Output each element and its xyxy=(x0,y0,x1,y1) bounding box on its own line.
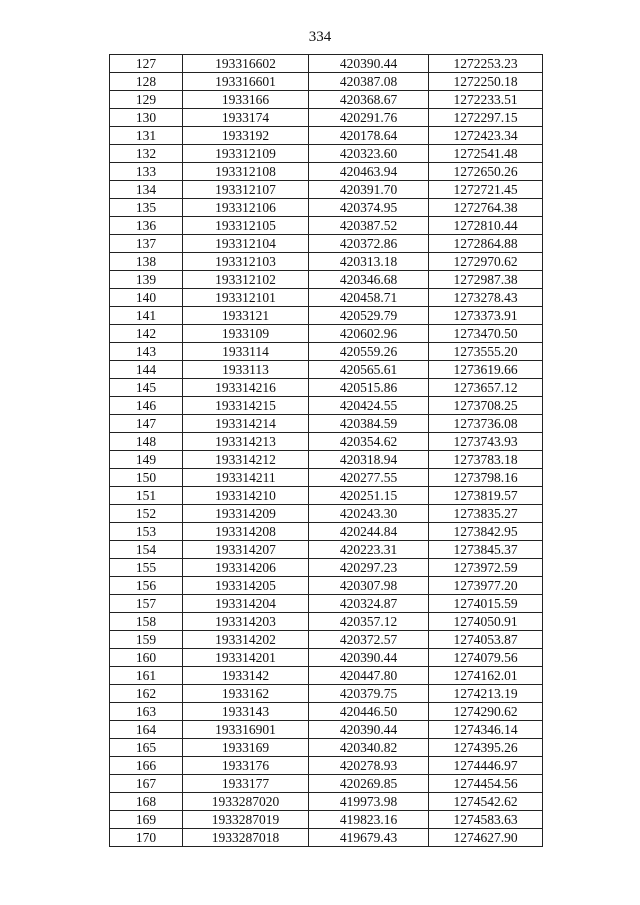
table-row xyxy=(110,307,543,325)
x-coordinate-cell: 420313.18 xyxy=(309,253,429,271)
x-coordinate-cell: 420278.93 xyxy=(309,757,429,775)
y-coordinate-cell: 1273972.59 xyxy=(429,559,543,577)
y-coordinate-cell: 1273798.16 xyxy=(429,469,543,487)
table-row xyxy=(110,109,543,127)
x-coordinate-cell: 420390.44 xyxy=(309,649,429,667)
y-coordinate-cell: 1273743.93 xyxy=(429,433,543,451)
point-id-cell: 193314201 xyxy=(183,649,309,667)
y-coordinate-cell: 1273619.66 xyxy=(429,361,543,379)
table-row xyxy=(110,613,543,631)
row-number-cell: 143 xyxy=(110,343,183,361)
x-coordinate-cell: 420559.26 xyxy=(309,343,429,361)
x-coordinate-cell: 420223.31 xyxy=(309,541,429,559)
row-number-cell: 146 xyxy=(110,397,183,415)
x-coordinate-cell: 420324.87 xyxy=(309,595,429,613)
x-coordinate-cell: 420243.30 xyxy=(309,505,429,523)
row-number-cell: 167 xyxy=(110,775,183,793)
row-number-cell: 129 xyxy=(110,91,183,109)
table-row xyxy=(110,739,543,757)
x-coordinate-cell: 420446.50 xyxy=(309,703,429,721)
y-coordinate-cell: 1273555.20 xyxy=(429,343,543,361)
point-id-cell: 1933143 xyxy=(183,703,309,721)
point-id-cell: 193314212 xyxy=(183,451,309,469)
table-row xyxy=(110,163,543,181)
point-id-cell: 1933166 xyxy=(183,91,309,109)
table-row xyxy=(110,829,543,847)
x-coordinate-cell: 420424.55 xyxy=(309,397,429,415)
table-row xyxy=(110,433,543,451)
table-row xyxy=(110,379,543,397)
row-number-cell: 149 xyxy=(110,451,183,469)
table-row xyxy=(110,469,543,487)
row-number-cell: 135 xyxy=(110,199,183,217)
point-id-cell: 193314205 xyxy=(183,577,309,595)
point-id-cell: 193312101 xyxy=(183,289,309,307)
table-row xyxy=(110,523,543,541)
row-number-cell: 133 xyxy=(110,163,183,181)
point-id-cell: 193312102 xyxy=(183,271,309,289)
table-row xyxy=(110,361,543,379)
row-number-cell: 127 xyxy=(110,55,183,73)
y-coordinate-cell: 1272810.44 xyxy=(429,217,543,235)
y-coordinate-cell: 1274015.59 xyxy=(429,595,543,613)
point-id-cell: 1933114 xyxy=(183,343,309,361)
y-coordinate-cell: 1272864.88 xyxy=(429,235,543,253)
y-coordinate-cell: 1274162.01 xyxy=(429,667,543,685)
y-coordinate-cell: 1274213.19 xyxy=(429,685,543,703)
x-coordinate-cell: 420391.70 xyxy=(309,181,429,199)
x-coordinate-cell: 419973.98 xyxy=(309,793,429,811)
row-number-cell: 144 xyxy=(110,361,183,379)
y-coordinate-cell: 1272297.15 xyxy=(429,109,543,127)
row-number-cell: 151 xyxy=(110,487,183,505)
x-coordinate-cell: 420458.71 xyxy=(309,289,429,307)
point-id-cell: 1933162 xyxy=(183,685,309,703)
y-coordinate-cell: 1273736.08 xyxy=(429,415,543,433)
point-id-cell: 1933287018 xyxy=(183,829,309,847)
x-coordinate-cell: 419679.43 xyxy=(309,829,429,847)
row-number-cell: 156 xyxy=(110,577,183,595)
table-row xyxy=(110,55,543,73)
table-row xyxy=(110,289,543,307)
x-coordinate-cell: 420297.23 xyxy=(309,559,429,577)
x-coordinate-cell: 420447.80 xyxy=(309,667,429,685)
y-coordinate-cell: 1274290.62 xyxy=(429,703,543,721)
point-id-cell: 193314207 xyxy=(183,541,309,559)
coordinates-table xyxy=(109,54,543,847)
x-coordinate-cell: 420318.94 xyxy=(309,451,429,469)
y-coordinate-cell: 1272253.23 xyxy=(429,55,543,73)
table-row xyxy=(110,91,543,109)
table-row xyxy=(110,181,543,199)
row-number-cell: 140 xyxy=(110,289,183,307)
x-coordinate-cell: 420374.95 xyxy=(309,199,429,217)
table-row xyxy=(110,253,543,271)
y-coordinate-cell: 1274627.90 xyxy=(429,829,543,847)
y-coordinate-cell: 1274079.56 xyxy=(429,649,543,667)
y-coordinate-cell: 1274346.14 xyxy=(429,721,543,739)
point-id-cell: 193312108 xyxy=(183,163,309,181)
table-row xyxy=(110,541,543,559)
row-number-cell: 160 xyxy=(110,649,183,667)
point-id-cell: 193314213 xyxy=(183,433,309,451)
row-number-cell: 166 xyxy=(110,757,183,775)
x-coordinate-cell: 420340.82 xyxy=(309,739,429,757)
point-id-cell: 193312106 xyxy=(183,199,309,217)
x-coordinate-cell: 420384.59 xyxy=(309,415,429,433)
row-number-cell: 131 xyxy=(110,127,183,145)
table-row xyxy=(110,757,543,775)
row-number-cell: 168 xyxy=(110,793,183,811)
table-row xyxy=(110,343,543,361)
row-number-cell: 162 xyxy=(110,685,183,703)
y-coordinate-cell: 1272233.51 xyxy=(429,91,543,109)
table-row xyxy=(110,775,543,793)
x-coordinate-cell: 420244.84 xyxy=(309,523,429,541)
row-number-cell: 165 xyxy=(110,739,183,757)
table-row xyxy=(110,793,543,811)
point-id-cell: 1933109 xyxy=(183,325,309,343)
row-number-cell: 152 xyxy=(110,505,183,523)
row-number-cell: 139 xyxy=(110,271,183,289)
table-row xyxy=(110,271,543,289)
row-number-cell: 145 xyxy=(110,379,183,397)
point-id-cell: 193314208 xyxy=(183,523,309,541)
y-coordinate-cell: 1273278.43 xyxy=(429,289,543,307)
point-id-cell: 193314211 xyxy=(183,469,309,487)
table-row xyxy=(110,577,543,595)
x-coordinate-cell: 420390.44 xyxy=(309,55,429,73)
point-id-cell: 1933177 xyxy=(183,775,309,793)
x-coordinate-cell: 420463.94 xyxy=(309,163,429,181)
table-row xyxy=(110,649,543,667)
row-number-cell: 161 xyxy=(110,667,183,685)
row-number-cell: 154 xyxy=(110,541,183,559)
y-coordinate-cell: 1274053.87 xyxy=(429,631,543,649)
x-coordinate-cell: 420529.79 xyxy=(309,307,429,325)
row-number-cell: 148 xyxy=(110,433,183,451)
row-number-cell: 130 xyxy=(110,109,183,127)
table-row xyxy=(110,811,543,829)
x-coordinate-cell: 420269.85 xyxy=(309,775,429,793)
point-id-cell: 1933192 xyxy=(183,127,309,145)
point-id-cell: 193314206 xyxy=(183,559,309,577)
x-coordinate-cell: 420515.86 xyxy=(309,379,429,397)
point-id-cell: 193314204 xyxy=(183,595,309,613)
table-row xyxy=(110,559,543,577)
y-coordinate-cell: 1274446.97 xyxy=(429,757,543,775)
x-coordinate-cell: 420372.57 xyxy=(309,631,429,649)
table-body xyxy=(110,55,543,847)
x-coordinate-cell: 420307.98 xyxy=(309,577,429,595)
y-coordinate-cell: 1273783.18 xyxy=(429,451,543,469)
y-coordinate-cell: 1272987.38 xyxy=(429,271,543,289)
row-number-cell: 136 xyxy=(110,217,183,235)
row-number-cell: 157 xyxy=(110,595,183,613)
point-id-cell: 1933176 xyxy=(183,757,309,775)
x-coordinate-cell: 420277.55 xyxy=(309,469,429,487)
x-coordinate-cell: 419823.16 xyxy=(309,811,429,829)
y-coordinate-cell: 1274454.56 xyxy=(429,775,543,793)
x-coordinate-cell: 420387.52 xyxy=(309,217,429,235)
x-coordinate-cell: 420251.15 xyxy=(309,487,429,505)
table-row xyxy=(110,235,543,253)
y-coordinate-cell: 1274583.63 xyxy=(429,811,543,829)
page-number: 334 xyxy=(308,29,332,45)
table-row xyxy=(110,721,543,739)
table-row xyxy=(110,73,543,91)
y-coordinate-cell: 1273845.37 xyxy=(429,541,543,559)
x-coordinate-cell: 420291.76 xyxy=(309,109,429,127)
y-coordinate-cell: 1273977.20 xyxy=(429,577,543,595)
y-coordinate-cell: 1274542.62 xyxy=(429,793,543,811)
table-row xyxy=(110,145,543,163)
row-number-cell: 169 xyxy=(110,811,183,829)
point-id-cell: 193312103 xyxy=(183,253,309,271)
row-number-cell: 150 xyxy=(110,469,183,487)
point-id-cell: 193314215 xyxy=(183,397,309,415)
x-coordinate-cell: 420357.12 xyxy=(309,613,429,631)
table-row xyxy=(110,487,543,505)
point-id-cell: 193314209 xyxy=(183,505,309,523)
row-number-cell: 158 xyxy=(110,613,183,631)
y-coordinate-cell: 1273842.95 xyxy=(429,523,543,541)
y-coordinate-cell: 1272423.34 xyxy=(429,127,543,145)
table-row xyxy=(110,199,543,217)
point-id-cell: 1933287020 xyxy=(183,793,309,811)
point-id-cell: 1933174 xyxy=(183,109,309,127)
y-coordinate-cell: 1274050.91 xyxy=(429,613,543,631)
point-id-cell: 193314216 xyxy=(183,379,309,397)
point-id-cell: 1933169 xyxy=(183,739,309,757)
row-number-cell: 141 xyxy=(110,307,183,325)
row-number-cell: 153 xyxy=(110,523,183,541)
x-coordinate-cell: 420346.68 xyxy=(309,271,429,289)
row-number-cell: 159 xyxy=(110,631,183,649)
row-number-cell: 142 xyxy=(110,325,183,343)
y-coordinate-cell: 1273470.50 xyxy=(429,325,543,343)
row-number-cell: 155 xyxy=(110,559,183,577)
y-coordinate-cell: 1273373.91 xyxy=(429,307,543,325)
table-row xyxy=(110,595,543,613)
y-coordinate-cell: 1274395.26 xyxy=(429,739,543,757)
y-coordinate-cell: 1272541.48 xyxy=(429,145,543,163)
x-coordinate-cell: 420354.62 xyxy=(309,433,429,451)
table-row xyxy=(110,325,543,343)
point-id-cell: 1933121 xyxy=(183,307,309,325)
row-number-cell: 170 xyxy=(110,829,183,847)
point-id-cell: 193314203 xyxy=(183,613,309,631)
point-id-cell: 1933113 xyxy=(183,361,309,379)
row-number-cell: 137 xyxy=(110,235,183,253)
table-row xyxy=(110,217,543,235)
point-id-cell: 1933287019 xyxy=(183,811,309,829)
x-coordinate-cell: 420565.61 xyxy=(309,361,429,379)
row-number-cell: 128 xyxy=(110,73,183,91)
x-coordinate-cell: 420178.64 xyxy=(309,127,429,145)
table-row xyxy=(110,631,543,649)
point-id-cell: 193312109 xyxy=(183,145,309,163)
row-number-cell: 147 xyxy=(110,415,183,433)
point-id-cell: 1933142 xyxy=(183,667,309,685)
y-coordinate-cell: 1272650.26 xyxy=(429,163,543,181)
x-coordinate-cell: 420387.08 xyxy=(309,73,429,91)
row-number-cell: 163 xyxy=(110,703,183,721)
x-coordinate-cell: 420602.96 xyxy=(309,325,429,343)
y-coordinate-cell: 1273819.57 xyxy=(429,487,543,505)
x-coordinate-cell: 420372.86 xyxy=(309,235,429,253)
y-coordinate-cell: 1273835.27 xyxy=(429,505,543,523)
point-id-cell: 193316901 xyxy=(183,721,309,739)
table-row xyxy=(110,397,543,415)
x-coordinate-cell: 420379.75 xyxy=(309,685,429,703)
point-id-cell: 193316602 xyxy=(183,55,309,73)
row-number-cell: 134 xyxy=(110,181,183,199)
x-coordinate-cell: 420323.60 xyxy=(309,145,429,163)
point-id-cell: 193314202 xyxy=(183,631,309,649)
table-row xyxy=(110,127,543,145)
point-id-cell: 193314214 xyxy=(183,415,309,433)
point-id-cell: 193312104 xyxy=(183,235,309,253)
y-coordinate-cell: 1272721.45 xyxy=(429,181,543,199)
y-coordinate-cell: 1273708.25 xyxy=(429,397,543,415)
x-coordinate-cell: 420368.67 xyxy=(309,91,429,109)
row-number-cell: 138 xyxy=(110,253,183,271)
table-row xyxy=(110,451,543,469)
point-id-cell: 193316601 xyxy=(183,73,309,91)
table-row xyxy=(110,685,543,703)
row-number-cell: 164 xyxy=(110,721,183,739)
x-coordinate-cell: 420390.44 xyxy=(309,721,429,739)
point-id-cell: 193312105 xyxy=(183,217,309,235)
y-coordinate-cell: 1273657.12 xyxy=(429,379,543,397)
point-id-cell: 193312107 xyxy=(183,181,309,199)
table-row xyxy=(110,703,543,721)
point-id-cell: 193314210 xyxy=(183,487,309,505)
y-coordinate-cell: 1272970.62 xyxy=(429,253,543,271)
table-row xyxy=(110,667,543,685)
y-coordinate-cell: 1272250.18 xyxy=(429,73,543,91)
row-number-cell: 132 xyxy=(110,145,183,163)
table-row xyxy=(110,415,543,433)
table-row xyxy=(110,505,543,523)
y-coordinate-cell: 1272764.38 xyxy=(429,199,543,217)
